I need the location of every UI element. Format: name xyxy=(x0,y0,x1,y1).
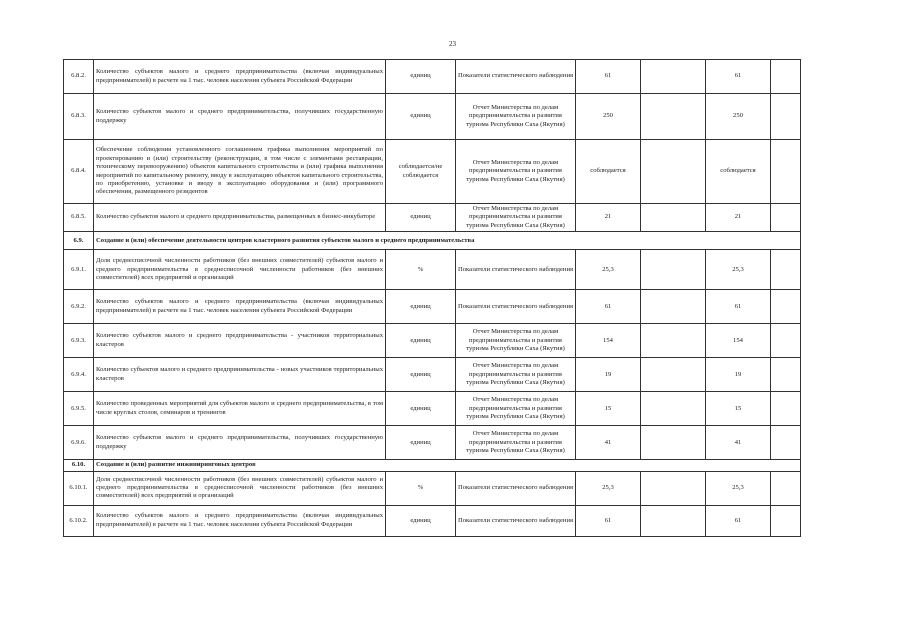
table-row xyxy=(64,250,801,290)
value-cell: 15 xyxy=(576,392,641,426)
indicator-name: Доля среднесписочной численности работников (без внешних совместителей) субъектов малого и среднего предпринимательства в среднесписочной численности работников (без внешних совместителей) всех предприятий и организаций xyxy=(94,471,386,505)
table-body xyxy=(64,60,801,537)
value-cell xyxy=(641,505,706,536)
value-cell xyxy=(771,324,801,358)
source-cell: Отчет Министерства по делам предпринимательства и развития туризма Республики Саха (Якутия) xyxy=(456,140,576,204)
table-row xyxy=(64,505,801,536)
row-number: 6.9.2. xyxy=(64,290,94,324)
row-number: 6.9.3. xyxy=(64,324,94,358)
value-cell: 61 xyxy=(576,60,641,94)
indicator-name: Количество субъектов малого и среднего предпринимательства, получивших государственную поддержку xyxy=(94,426,386,460)
value-cell: 21 xyxy=(706,204,771,232)
value-cell: 61 xyxy=(576,290,641,324)
value-cell: 250 xyxy=(576,94,641,140)
source-cell: Отчет Министерства по делам предпринимательства и развития туризма Республики Саха (Якутия) xyxy=(456,358,576,392)
indicator-name: Количество субъектов малого и среднего предпринимательства (включая индивидуальных предпринимателей) в расчете на 1 тыс. человек населения субъекта Российской Федерации xyxy=(94,290,386,324)
page-number: 23 xyxy=(449,40,456,48)
value-cell xyxy=(771,140,801,204)
value-cell xyxy=(641,426,706,460)
value-cell: 41 xyxy=(576,426,641,460)
unit-cell: соблюдается/не соблюдается xyxy=(386,140,456,204)
table-row xyxy=(64,140,801,204)
value-cell xyxy=(641,60,706,94)
indicator-name: Количество субъектов малого и среднего предпринимательства - участников территориальных кластеров xyxy=(94,324,386,358)
source-cell: Отчет Министерства по делам предпринимательства и развития туризма Республики Саха (Якутия) xyxy=(456,94,576,140)
value-cell: 61 xyxy=(706,505,771,536)
table-row xyxy=(64,60,801,94)
unit-cell: % xyxy=(386,471,456,505)
source-cell: Отчет Министерства по делам предпринимательства и развития туризма Республики Саха (Якутия) xyxy=(456,426,576,460)
table-row xyxy=(64,94,801,140)
value-cell: 15 xyxy=(706,392,771,426)
unit-cell: единиц xyxy=(386,358,456,392)
value-cell xyxy=(641,324,706,358)
unit-cell: единиц xyxy=(386,392,456,426)
indicators-table xyxy=(63,59,801,537)
source-cell: Показатели статистического наблюдения xyxy=(456,250,576,290)
value-cell: 154 xyxy=(706,324,771,358)
value-cell xyxy=(771,358,801,392)
indicator-name: Количество субъектов малого и среднего предпринимательства - новых участников территориальных кластеров xyxy=(94,358,386,392)
value-cell xyxy=(771,204,801,232)
table-row xyxy=(64,290,801,324)
row-number: 6.10.1. xyxy=(64,471,94,505)
section-row xyxy=(64,232,801,250)
row-number: 6.8.4. xyxy=(64,140,94,204)
table-row xyxy=(64,392,801,426)
value-cell xyxy=(641,392,706,426)
unit-cell: единиц xyxy=(386,505,456,536)
value-cell xyxy=(771,250,801,290)
row-number: 6.8.3. xyxy=(64,94,94,140)
table-row xyxy=(64,204,801,232)
value-cell xyxy=(641,94,706,140)
row-number: 6.9.1. xyxy=(64,250,94,290)
row-number: 6.10.2. xyxy=(64,505,94,536)
value-cell xyxy=(771,60,801,94)
row-number: 6.8.5. xyxy=(64,204,94,232)
section-title: Создание и (или) развитие инжиниринговых центров xyxy=(94,460,801,471)
value-cell: 61 xyxy=(576,505,641,536)
value-cell: 250 xyxy=(706,94,771,140)
table-row xyxy=(64,471,801,505)
value-cell: 61 xyxy=(706,290,771,324)
source-cell: Отчет Министерства по делам предпринимательства и развития туризма Республики Саха (Якутия) xyxy=(456,392,576,426)
value-cell: 19 xyxy=(576,358,641,392)
indicator-name: Доля среднесписочной численности работников (без внешних совместителей) субъектов малого и среднего предпринимательства в среднесписочной численности работников (без внешних совместителей) всех предприятий и организаций xyxy=(94,250,386,290)
value-cell: 21 xyxy=(576,204,641,232)
row-number: 6.9. xyxy=(64,232,94,250)
value-cell xyxy=(771,471,801,505)
unit-cell: единиц xyxy=(386,60,456,94)
indicator-name: Количество субъектов малого и среднего предпринимательства, размещенных в бизнес-инкубаторе xyxy=(94,204,386,232)
value-cell: соблюдается xyxy=(706,140,771,204)
indicator-name: Количество субъектов малого и среднего предпринимательства, получивших государственную поддержку xyxy=(94,94,386,140)
unit-cell: единиц xyxy=(386,324,456,358)
value-cell xyxy=(771,94,801,140)
indicator-name: Количество субъектов малого и среднего предпринимательства (включая индивидуальных предпринимателей) в расчете на 1 тыс. человек населения субъекта Российской Федерации xyxy=(94,505,386,536)
value-cell xyxy=(641,140,706,204)
row-number: 6.9.4. xyxy=(64,358,94,392)
value-cell: 154 xyxy=(576,324,641,358)
value-cell: 25,3 xyxy=(706,471,771,505)
value-cell xyxy=(771,426,801,460)
value-cell: 41 xyxy=(706,426,771,460)
indicator-name: Количество проведенных мероприятий для субъектов малого и среднего предпринимательства, в том числе круглых столов, семинаров и тренингов xyxy=(94,392,386,426)
row-number: 6.9.5. xyxy=(64,392,94,426)
source-cell: Отчет Министерства по делам предпринимательства и развития туризма Республики Саха (Якутия) xyxy=(456,204,576,232)
value-cell: 25,3 xyxy=(706,250,771,290)
unit-cell: единиц xyxy=(386,204,456,232)
value-cell xyxy=(771,505,801,536)
row-number: 6.10. xyxy=(64,460,94,471)
value-cell xyxy=(641,471,706,505)
value-cell xyxy=(641,290,706,324)
value-cell: 61 xyxy=(706,60,771,94)
source-cell: Отчет Министерства по делам предпринимательства и развития туризма Республики Саха (Якутия) xyxy=(456,324,576,358)
unit-cell: единиц xyxy=(386,290,456,324)
row-number: 6.8.2. xyxy=(64,60,94,94)
value-cell xyxy=(771,290,801,324)
value-cell xyxy=(641,204,706,232)
source-cell: Показатели статистического наблюдения xyxy=(456,60,576,94)
source-cell: Показатели статистического наблюдения xyxy=(456,471,576,505)
table-row xyxy=(64,358,801,392)
value-cell: соблюдается xyxy=(576,140,641,204)
unit-cell: единиц xyxy=(386,94,456,140)
indicator-name: Количество субъектов малого и среднего предпринимательства (включая индивидуальных предпринимателей) в расчете на 1 тыс. человек населения субъекта Российской Федерации xyxy=(94,60,386,94)
table-row xyxy=(64,324,801,358)
value-cell xyxy=(641,358,706,392)
value-cell xyxy=(641,250,706,290)
indicator-name: Обеспечение соблюдения установленного соглашением графика выполнения мероприятий по проектированию и (или) строительству (реконструкции, в том числе с элементами реставрации, техническому перевооружению) объектов капитального строительства и (или) графика выполнения мероприятий по капитальному ремонту, вводу в эксплуатацию объектов капитального строительства, по приобретению, установке и вводу в эксплуатацию оборудования и (или) программного обеспечения, размещенного резидентов xyxy=(94,140,386,204)
table-row xyxy=(64,426,801,460)
section-row xyxy=(64,460,801,471)
value-cell: 25,3 xyxy=(576,471,641,505)
value-cell: 25,3 xyxy=(576,250,641,290)
unit-cell: % xyxy=(386,250,456,290)
source-cell: Показатели статистического наблюдения xyxy=(456,290,576,324)
unit-cell: единиц xyxy=(386,426,456,460)
source-cell: Показатели статистического наблюдения xyxy=(456,505,576,536)
value-cell: 19 xyxy=(706,358,771,392)
value-cell xyxy=(771,392,801,426)
section-title: Создание и (или) обеспечение деятельности центров кластерного развития субъектов малого и среднего предпринимательства xyxy=(94,232,801,250)
row-number: 6.9.6. xyxy=(64,426,94,460)
